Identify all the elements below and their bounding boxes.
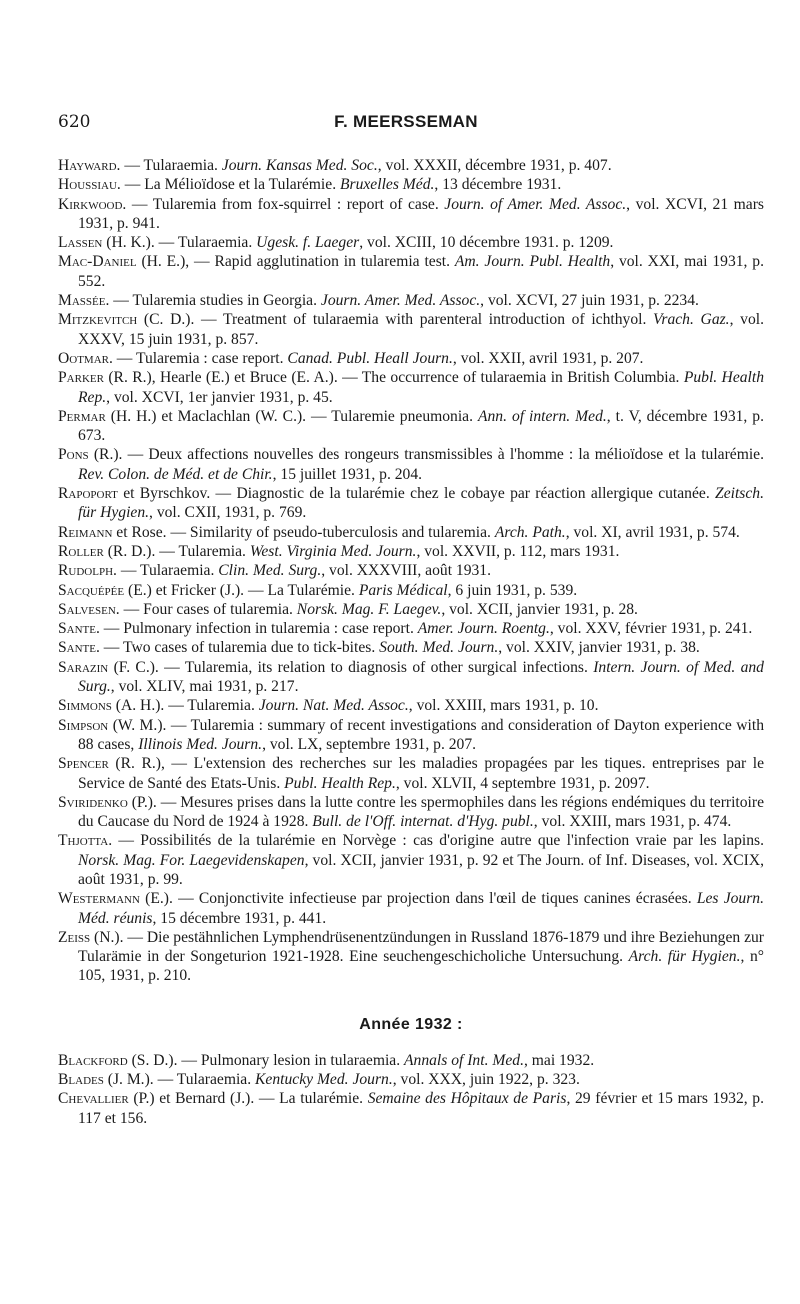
reference-author: Spencer — [58, 755, 109, 773]
reference-journal: Illinois Med. Journ. — [138, 735, 263, 753]
reference-citation: , vol. XXII, avril 1931, p. 207. — [452, 349, 644, 367]
reference-citation: , vol. XXIII, mars 1931, p. 10. — [408, 697, 599, 715]
reference-title: — La Mélioïdose et la Tularémie. — [120, 176, 340, 194]
reference-entry — [58, 310, 764, 349]
reference-author: Salvesen. — [58, 600, 120, 618]
reference-title: (H. E.), — Rapid agglutination in tularemia test. — [136, 253, 455, 271]
reference-journal: Zeitsch. für Hygien. — [78, 485, 764, 522]
reference-journal: Bull. de l'Off. internat. d'Hyg. publ. — [312, 813, 534, 831]
reference-citation: , 15 décembre 1931, p. 441. — [152, 909, 327, 927]
reference-title: (W. M.). — Tularemia : summary of recent investigations and consideration of Dayton experience with 88 cases, — [78, 716, 764, 753]
reference-title: et Byrschkov. — Diagnostic de la tularémie chez le cobaye par réaction allergique cutanée. — [117, 485, 716, 503]
reference-author: Simmons — [58, 697, 112, 715]
reference-title: (P.) et Bernard (J.). — La tularémie. — [128, 1090, 368, 1108]
reference-entry — [58, 658, 764, 697]
reference-citation: , vol. XLIV, mai 1931, p. 217. — [110, 678, 299, 696]
reference-journal: Amer. Journ. Roentg. — [417, 620, 550, 638]
reference-entry — [58, 716, 764, 755]
reference-citation: , vol. CXII, 1931, p. 769. — [149, 504, 307, 522]
reference-journal: Arch. Path. — [494, 523, 566, 541]
reference-author: Reimann — [58, 523, 113, 541]
reference-citation: , vol. XCIII, 10 décembre 1931. p. 1209. — [359, 234, 614, 252]
reference-author: Rapoport — [58, 485, 118, 503]
reference-entry — [58, 581, 764, 600]
reference-entry — [58, 561, 764, 580]
reference-entry — [58, 793, 764, 832]
reference-title: (F. C.). — Tularemia, its relation to diagnosis of other surgical infections. — [108, 658, 594, 676]
reference-citation: , vol. XLVII, 4 septembre 1931, p. 2097. — [395, 774, 650, 792]
reference-title: (J. M.). — Tularaemia. — [103, 1071, 256, 1089]
reference-citation: , vol. XXXII, décembre 1931, p. 407. — [377, 157, 612, 174]
reference-title: (R. R.), Hearle (E.) et Bruce (E. A.). — The occurrence of tularaemia in British Columbia. — [103, 369, 684, 387]
bibliography — [58, 156, 764, 1128]
reference-journal: Ann. of intern. Med. — [477, 407, 607, 425]
reference-journal: West. Virginia Med. Journ. — [249, 542, 417, 560]
reference-entry — [58, 291, 764, 310]
reference-journal: Arch. für Hygien. — [628, 948, 741, 966]
reference-entry — [58, 619, 764, 638]
reference-entry — [58, 195, 764, 234]
reference-entry — [58, 1089, 764, 1128]
reference-author: Roller — [58, 542, 104, 560]
reference-citation: , vol. XCII, janvier 1931, p. 92 et The Journ. of Inf. Diseases, vol. XCIX, août 1931, p. 99. — [78, 851, 764, 888]
reference-citation: , 15 juillet 1931, p. 204. — [272, 465, 423, 483]
reference-author: Sante. — [58, 620, 100, 638]
reference-author: Pons — [58, 446, 89, 464]
reference-title: — Four cases of tularemia. — [119, 600, 297, 618]
reference-author: Thjotta. — [58, 832, 113, 850]
reference-citation: , 29 février et 15 mars 1932, p. 117 et 156. — [78, 1090, 764, 1127]
reference-citation: , vol. XXXVIII, août 1931. — [321, 562, 492, 580]
reference-journal: Norsk. Mag. F. Laegev. — [296, 600, 442, 618]
reference-title: (A. H.). — Tularemia. — [111, 697, 259, 715]
reference-citation: , vol. XXVII, p. 112, mars 1931. — [416, 542, 620, 560]
references-1931 — [58, 156, 764, 986]
reference-citation: , mai 1932. — [523, 1051, 595, 1069]
reference-citation: , vol. XCVI, 27 juin 1931, p. 2234. — [480, 292, 699, 310]
reference-title: (R. D.). — Tularemia. — [103, 542, 250, 560]
reference-journal: Publ. Health Rep. — [78, 369, 764, 406]
reference-journal: Intern. Journ. of Med. and Surg. — [78, 658, 764, 696]
section-heading-1932: Année 1932 : — [359, 1015, 463, 1033]
reference-author: Sacquépée — [58, 581, 125, 599]
reference-author: Permar — [58, 407, 106, 425]
reference-citation: , vol. XXIII, mars 1931, p. 474. — [533, 813, 732, 831]
reference-entry — [58, 233, 764, 252]
reference-title: et Rose. — Similarity of pseudo-tuberculosis and tularemia. — [112, 523, 495, 541]
reference-title: — Tularaemia. — [120, 157, 222, 174]
reference-entry — [58, 349, 764, 368]
reference-citation: , 6 juin 1931, p. 539. — [447, 581, 578, 599]
reference-entry — [58, 1051, 764, 1070]
reference-author: Lassen — [58, 234, 103, 252]
reference-title: (C. D.). — Treatment of tularaemia with parenteral introduction of ichthyol. — [137, 311, 654, 329]
reference-title: — Tularemia from fox-squirrel : report of case. — [126, 195, 445, 213]
reference-journal: Bruxelles Méd. — [340, 176, 435, 194]
reference-title: — Two cases of tularemia due to tick-bites. — [99, 639, 380, 657]
reference-journal: Ugesk. f. Laeger — [256, 234, 360, 252]
reference-entry — [58, 445, 764, 484]
reference-entry — [58, 523, 764, 542]
reference-author: Blades — [58, 1071, 104, 1089]
reference-journal: Journ. of Amer. Med. Assoc. — [444, 195, 627, 213]
reference-title: (E.). — Conjonctivite infectieuse par projection dans l'œil de tiques canines écrasées. — [139, 890, 697, 908]
reference-author: Ootmar. — [58, 349, 113, 367]
reference-author: Houssiau. — [58, 176, 121, 194]
reference-title: — Possibilités de la tularémie en Norvège : cas d'origine autre que l'infection vraie par les lapins. — [112, 832, 764, 850]
reference-title: (R.). — Deux affections nouvelles des rongeurs transmissibles à l'homme : la mélioïdose et la tularémie. — [88, 446, 764, 464]
reference-author: Sarazin — [58, 658, 109, 676]
reference-journal: Annals of Int. Med. — [404, 1051, 524, 1069]
reference-title: (P.). — Mesures prises dans la lutte contre les spermophiles dans les régions endémiques du territoire du Caucase du Nord de 1924 à 1928. — [78, 793, 764, 831]
reference-entry — [58, 754, 764, 793]
reference-entry — [58, 484, 764, 523]
reference-citation: , t. V, décembre 1931, p. 673. — [78, 407, 764, 445]
reference-journal: Rev. Colon. de Méd. et de Chir. — [78, 465, 273, 483]
reference-title: (H. H.) et Maclachlan (W. C.). — Tularemie pneumonia. — [105, 407, 478, 425]
reference-author: Blackford — [58, 1051, 128, 1069]
reference-entry — [58, 156, 764, 175]
reference-author: Westermann — [58, 890, 140, 908]
reference-citation: , vol. XCVI, 21 mars 1931, p. 941. — [78, 195, 764, 232]
reference-journal: Publ. Health Rep. — [284, 774, 396, 792]
reference-title: — Tularaemia. — [116, 562, 219, 580]
reference-journal: Canad. Publ. Heall Journ. — [287, 349, 453, 367]
reference-title: (E.) et Fricker (J.). — La Tularémie. — [124, 581, 359, 599]
reference-entry — [58, 1070, 764, 1089]
reference-title: — Pulmonary infection in tularemia : case report. — [99, 620, 418, 638]
reference-journal: Journ. Kansas Med. Soc. — [221, 157, 378, 174]
reference-author: Sviridenko — [58, 793, 128, 811]
reference-journal: Semaine des Hôpitaux de Paris — [367, 1090, 567, 1108]
reference-entry — [58, 368, 764, 407]
reference-journal: Journ. Nat. Med. Assoc. — [258, 697, 409, 715]
reference-author: Zeiss — [58, 928, 91, 946]
reference-citation: , vol. XXV, février 1931, p. 241. — [549, 620, 753, 638]
reference-journal: Journ. Amer. Med. Assoc. — [320, 292, 481, 310]
reference-journal: Kentucky Med. Journ. — [255, 1071, 393, 1089]
references-1932 — [58, 1051, 764, 1128]
reference-author: Massée. — [58, 292, 110, 310]
reference-journal: Paris Médical — [358, 581, 448, 599]
reference-citation: , vol. XCVI, 1er janvier 1931, p. 45. — [106, 388, 333, 406]
reference-entry — [58, 831, 764, 889]
reference-entry — [58, 175, 764, 194]
reference-citation: , vol. LX, septembre 1931, p. 207. — [262, 735, 477, 753]
reference-citation: , vol. XXIV, janvier 1931, p. 38. — [498, 639, 700, 657]
reference-citation: , 13 décembre 1931. — [434, 176, 562, 194]
reference-title: (N.). — Die pestähnlichen Lymphendrüsenentzündungen in Russland 1876-1879 und ihre Beziehungen zur Tularämie in der Songeturion 1921-1928. Eine seuchengeschicholiche Untersuchung. — [78, 928, 764, 966]
reference-author: Hayward. — [58, 157, 121, 174]
reference-citation: , vol. XXXV, 15 juin 1931, p. 857. — [78, 311, 764, 348]
reference-journal: South. Med. Journ. — [379, 639, 499, 657]
reference-author: Chevallier — [58, 1090, 129, 1108]
reference-author: Mac-Daniel — [58, 253, 137, 271]
reference-journal: Am. Journ. Publ. Health — [454, 253, 611, 271]
reference-journal: Clin. Med. Surg. — [218, 562, 322, 580]
reference-entry — [58, 252, 764, 291]
reference-journal: Norsk. Mag. For. Laegevidenskapen — [78, 851, 305, 869]
reference-title: (H. K.). — Tularaemia. — [102, 234, 257, 252]
reference-author: Parker — [58, 369, 104, 387]
reference-author: Kirkwood. — [58, 195, 127, 213]
reference-citation: , vol. XXX, juin 1922, p. 323. — [392, 1071, 580, 1089]
reference-journal: Vrach. Gaz. — [653, 311, 730, 329]
reference-citation: , vol. XCII, janvier 1931, p. 28. — [441, 600, 638, 618]
reference-entry — [58, 542, 764, 561]
running-title: F. MEERSSEMAN — [334, 112, 478, 131]
reference-citation: , n° 105, 1931, p. 210. — [78, 948, 764, 985]
page-header — [50, 112, 762, 142]
reference-title: (S. D.). — Pulmonary lesion in tularaemia. — [127, 1051, 404, 1069]
reference-title: — Tularemia studies in Georgia. — [109, 292, 321, 310]
reference-title: (R. R.), — L'extension des recherches sur les maladies propagées par les tiques. entreprises par le Service de Santé des Etats-Unis. — [78, 755, 764, 792]
page-number: 620 — [58, 112, 91, 132]
reference-citation: , vol. XXI, mai 1931, p. 552. — [78, 253, 764, 290]
reference-author: Mitzkevitch — [58, 311, 138, 329]
reference-author: Rudolph. — [58, 562, 117, 580]
reference-author: Sante. — [58, 639, 100, 657]
reference-citation: , vol. XI, avril 1931, p. 574. — [565, 523, 740, 541]
reference-entry — [58, 600, 764, 619]
reference-entry — [58, 889, 764, 928]
reference-entry — [58, 407, 764, 446]
reference-entry — [58, 928, 764, 986]
reference-title: — Tularemia : case report. — [112, 349, 288, 367]
reference-entry — [58, 696, 764, 715]
reference-entry — [58, 638, 764, 657]
reference-journal: Les Journ. Méd. réunis — [78, 890, 764, 927]
reference-author: Simpson — [58, 716, 109, 734]
